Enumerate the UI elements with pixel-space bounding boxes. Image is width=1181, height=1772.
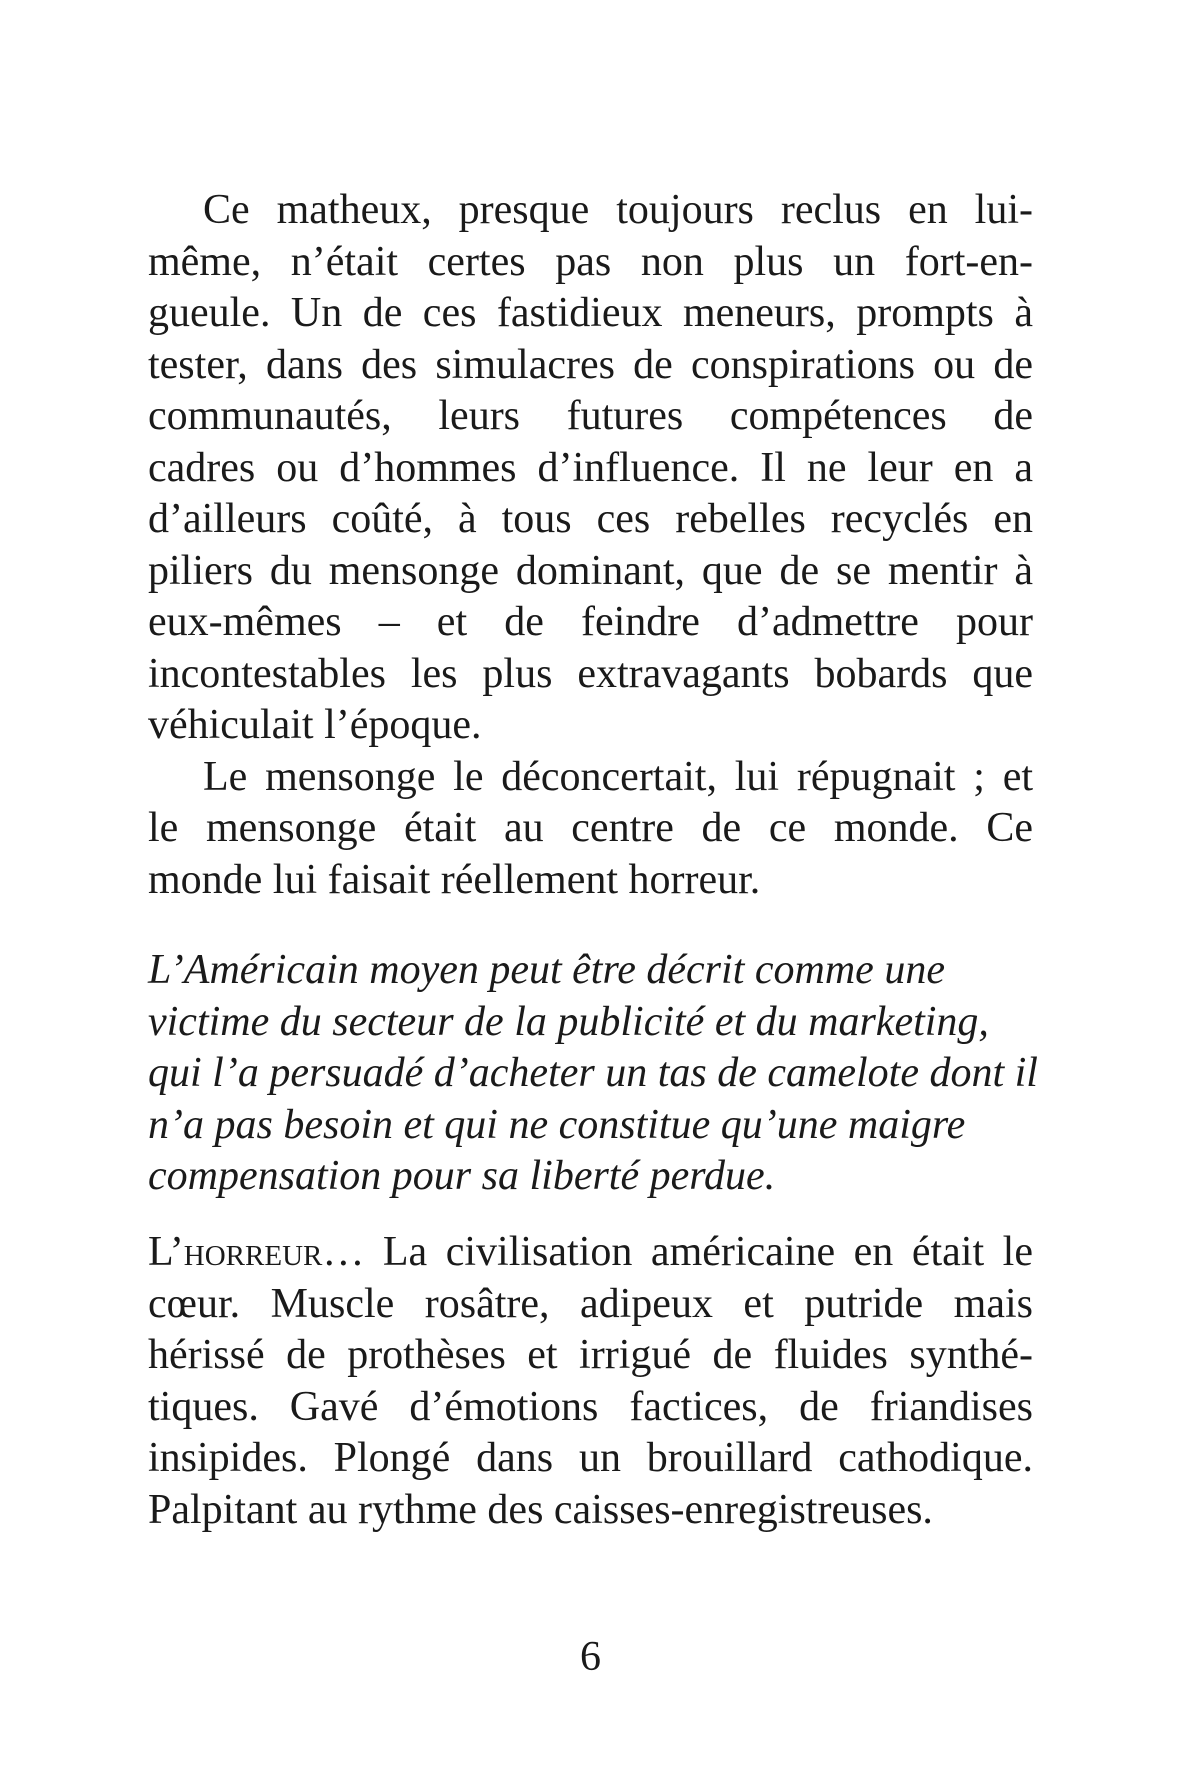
paragraph-3 [148,1227,1033,1536]
text-line: Le mensonge le déconcertait, lui répugnait ; et [203,753,1033,800]
body-text-top [148,185,1033,906]
text-line: tester, dans des simulacres de conspirations ou de [148,341,1033,388]
text-line: eux-mêmes – et de feindre d’admettre pour [148,599,1033,645]
text-line: même, n’était certes pas non plus un fort-en- [148,238,1033,285]
text-line: véhiculait l’époque. [148,702,482,748]
text-line: le mensonge était au centre de ce monde. Ce [148,805,1033,851]
text-line: incontestables les plus extravagants bobards que [148,650,1033,697]
quote-line: L’Américain moyen peut être décrit comme une [148,947,945,993]
text-line: communautés, leurs futures compétences de [148,393,1033,439]
text-line: insipides. Plongé dans un brouillard cathodique. [148,1435,1033,1481]
text-span: La civilisation américaine en était le [364,1229,1033,1275]
text-line: hérissé de prothèses et irrigué de fluides synthé- [148,1332,1033,1378]
lead-in-small-caps: L’horreur… [148,1229,365,1275]
quote-line: victime du secteur de la publicité et du marketing, [148,998,989,1045]
text-line: monde lui faisait réellement horreur. [148,856,761,903]
text-line: gueule. Un de ces fastidieux meneurs, prompts à [148,290,1033,336]
text-line: Palpitant au rythme des caisses-enregistreuses. [148,1486,933,1533]
text-line: cœur. Muscle rosâtre, adipeux et putride mais [148,1280,1033,1327]
epigraph-quote [148,945,1038,1203]
text-line: piliers du mensonge dominant, que de se mentir à [148,547,1033,594]
paragraph-2 [148,752,1033,907]
text-line: tiques. Gavé d’émotions factices, de friandises [148,1383,1033,1430]
page-number: 6 [580,1634,601,1680]
quote-line: qui l’a persuadé d’acheter un tas de camelote dont il [148,1050,1038,1096]
text-line: d’ailleurs coûté, à tous ces rebelles recyclés en [148,496,1033,542]
text-line: cadres ou d’hommes d’influence. Il ne leur en a [148,444,1033,491]
paragraph-1 [148,185,1033,752]
text-line: Ce matheux, presque toujours reclus en lui- [203,187,1033,233]
quote-line: compensation pour sa liberté perdue. [148,1153,776,1199]
quote-line: n’a pas besoin et qui ne constitue qu’une maigre [148,1101,966,1148]
text-line [148,1227,1033,1279]
